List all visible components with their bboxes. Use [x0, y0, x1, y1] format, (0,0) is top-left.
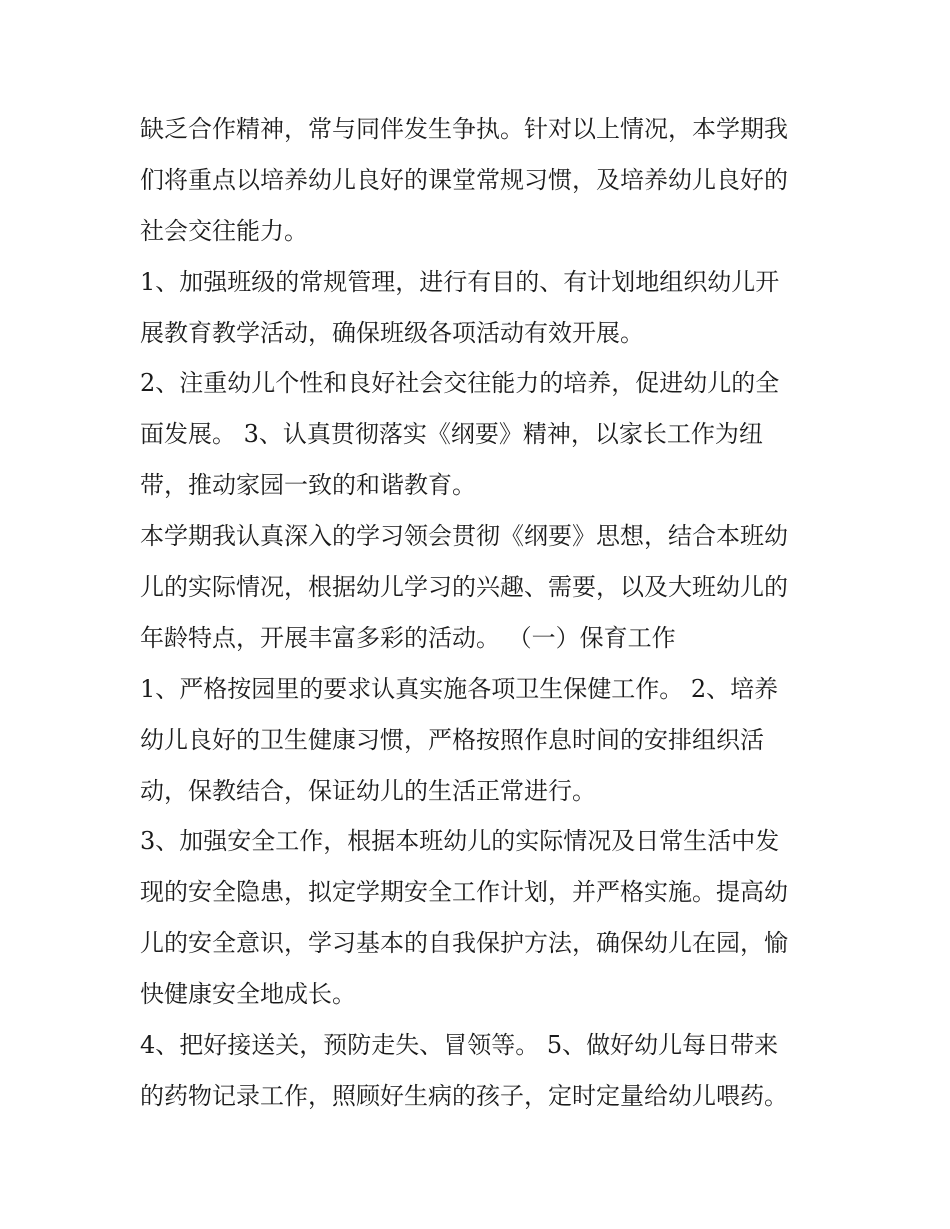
text-line: 动，保教结合，保证幼儿的生活正常进行。: [140, 776, 596, 805]
text-line: 儿的安全意识，学习基本的自我保护方法，确保幼儿在园，愉: [140, 929, 788, 958]
text-line: 4、把好接送关，预防走失、冒领等。 5、做好幼儿每日带来: [140, 1031, 779, 1060]
text-line: 现的安全隐患，拟定学期安全工作计划，并严格实施。提高幼: [140, 878, 788, 907]
text-line: 1、严格按园里的要求认真实施各项卫生保健工作。 2、培养: [140, 674, 779, 703]
text-line: 快健康安全地成长。: [140, 980, 356, 1009]
text-line: 带，推动家园一致的和谐教育。: [140, 471, 476, 500]
text-line: 儿的实际情况，根据幼儿学习的兴趣、需要，以及大班幼儿的: [140, 573, 788, 602]
text-line: 本学期我认真深入的学习领会贯彻《纲要》思想，结合本班幼: [140, 522, 788, 551]
text-line: 们将重点以培养幼儿良好的课堂常规习惯，及培养幼儿良好的: [140, 165, 788, 194]
text-line: 幼儿良好的卫生健康习惯，严格按照作息时间的安排组织活: [140, 725, 764, 754]
text-line: 2、注重幼儿个性和良好社会交往能力的培养，促进幼儿的全: [140, 369, 780, 398]
text-line: 1、加强班级的常规管理，进行有目的、有计划地组织幼儿开: [140, 267, 780, 296]
text-line: 社会交往能力。: [140, 216, 308, 245]
text-line: 年龄特点，开展丰富多彩的活动。 （一）保育工作: [140, 623, 676, 652]
text-line: 展教育教学活动，确保班级各项活动有效开展。: [140, 318, 644, 347]
text-line: 缺乏合作精神，常与同伴发生争执。针对以上情况，本学期我: [140, 115, 788, 143]
text-line: 面发展。 3、认真贯彻落实《纲要》精神，以家长工作为纽: [140, 420, 763, 449]
document-body: [140, 104, 820, 1122]
text-line: 的药物记录工作，照顾好生病的孩子，定时定量给幼儿喂药。: [140, 1081, 788, 1110]
text-line: 3、加强安全工作，根据本班幼儿的实际情况及日常生活中发: [140, 827, 780, 856]
